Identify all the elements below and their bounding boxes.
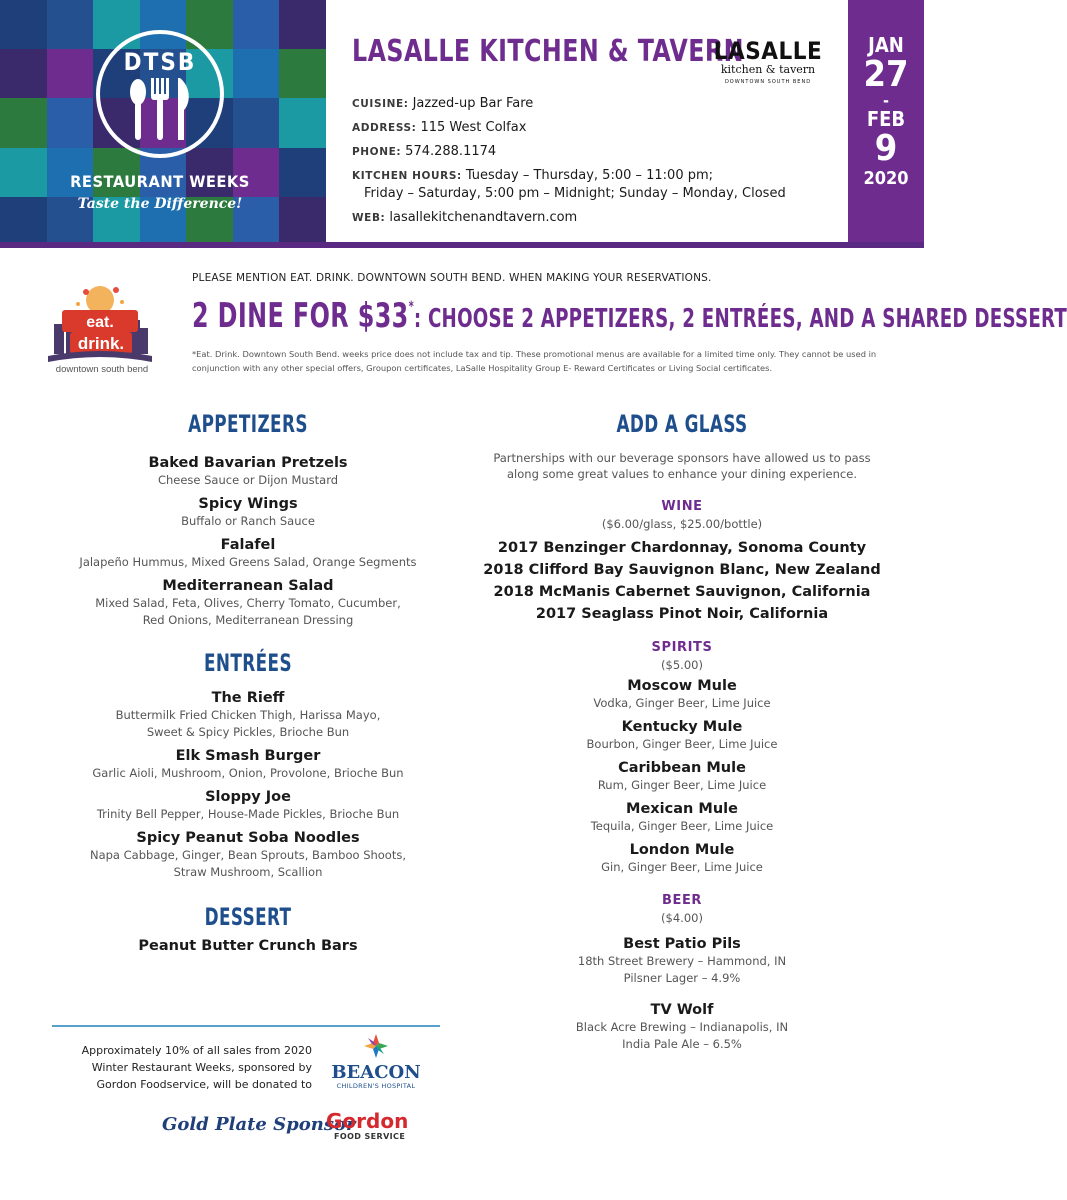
spirit-name: London Mule [629,842,735,858]
spirit-name: Moscow Mule [627,678,737,694]
appetizer-desc: Jalapeño Hummus, Mixed Greens Salad, Orange Segments [79,555,417,569]
wine-item: 2017 Seaglass Pinot Noir, California [535,606,829,622]
spirit-desc: Gin, Ginger Beer, Lime Juice [601,860,763,874]
entree-name: Sloppy Joe [205,789,291,805]
wine-price: ($6.00/glass, $25.00/bottle) [601,517,763,531]
spirit-item [470,677,894,712]
hours-label: KITCHEN HOURS: [352,170,462,182]
appetizer-desc-2: Red Onions, Mediterranean Dressing [142,613,354,627]
header [0,0,924,246]
restaurant-details [352,92,842,230]
spirit-desc: Tequila, Ginger Beer, Lime Juice [590,819,774,833]
phone-label: PHONE: [352,146,402,158]
eat-drink-logo-line1: eat. [86,314,114,331]
spirits-price: ($5.00) [661,658,703,672]
spirit-name: Mexican Mule [626,801,738,817]
wine-heading: WINE [661,499,703,514]
dessert-item: Peanut Butter Crunch Bars [138,938,358,954]
appetizer-name: Falafel [220,537,276,553]
date-dash: - [883,91,889,110]
cuisine-value: Jazzed-up Bar Fare [412,96,534,111]
spirits-heading: SPIRITS [651,640,713,655]
mosaic-tile [0,49,47,98]
beacon-logo [330,1034,422,1094]
reservation-note: PLEASE MENTION EAT. DRINK. DOWNTOWN SOUTH BEND. WHEN MAKING YOUR RESERVATIONS. [192,272,712,284]
mosaic-tile [47,98,94,147]
mosaic-tile [0,0,47,49]
year: 2020 [863,168,909,189]
donation-note [60,1042,312,1093]
appetizer-name: Mediterranean Salad [162,578,334,594]
appetizer-desc: Mixed Salad, Feta, Olives, Cherry Tomato, Cucumber, [95,596,401,610]
glass-intro-2: along some great values to enhance your dining experience. [507,467,857,481]
hours-line1: Tuesday – Thursday, 5:00 – 11:00 pm; [465,168,714,183]
fork-knife-spoon-icon [120,78,200,142]
mosaic-tile [279,0,326,49]
beer-item [470,935,894,987]
mosaic-tile [0,197,47,246]
promo-headline-star: * [408,299,414,315]
eat-drink-logo-caption: downtown south bend [55,364,149,375]
beer-heading: BEER [661,893,703,908]
beer-price: ($4.00) [661,911,703,925]
logo-word: LASALLE [713,37,823,65]
entree-desc: Napa Cabbage, Ginger, Bean Sprouts, Bamboo Shoots, [89,848,407,862]
footer-divider [52,1025,440,1027]
phone-value: 574.288.1174 [405,144,497,159]
entrees-heading: ENTRÉES [204,649,292,677]
cuisine-row [352,92,842,116]
entree-name: Elk Smash Burger [175,748,321,764]
entree-desc-2: Sweet & Spicy Pickles, Brioche Bun [146,725,350,739]
gordon-word: Gordon [326,1109,409,1133]
web-row [352,206,842,230]
start-month: JAN [868,33,904,57]
mosaic-tile [279,148,326,197]
entree-name: Spicy Peanut Soba Noodles [136,830,360,846]
entree-item [48,788,448,823]
beer-desc: Black Acre Brewing – Indianapolis, IN [575,1020,789,1034]
spirit-name: Caribbean Mule [618,760,746,776]
promo-headline [192,296,1067,336]
appetizer-desc: Buffalo or Ranch Sauce [181,514,315,528]
badge-tagline: Taste the Difference! [77,196,243,212]
entree-name: The Rieff [211,690,285,706]
spirit-item [470,759,894,794]
donation-line1: Approximately 10% of all sales from 2020 [81,1044,312,1057]
donation-line2: Winter Restaurant Weeks, sponsored by [91,1061,312,1074]
beer-desc-2: Pilsner Lager – 4.9% [623,971,741,985]
web-label: WEB: [352,212,386,224]
address-row [352,116,842,140]
badge-title: DTSB [123,48,197,76]
drinks-menu-column [470,410,894,1059]
gold-plate-sponsor: Gold Plate Sponsor [162,1114,356,1135]
promo-fine-print: *Eat. Drink. Downtown South Bend. weeks price does not include tax and tip. These promotional menus are available for a limited time only. They cannot be used in conjunction with any other special offers, Groupon certificates, LaSalle Hospitality Group E- Reward Certificates or Living Social certificates. [192,349,877,373]
add-a-glass-heading: ADD A GLASS [616,410,748,438]
mosaic-tile [279,49,326,98]
entree-item [48,689,448,741]
hours-row [352,167,842,185]
glass-intro: Partnerships with our beverage sponsors have allowed us to pass [493,451,871,465]
promo-headline-rest: : CHOOSE 2 APPETIZERS, 2 ENTRÉES, AND A SHARED DESSERT [413,304,1067,334]
mosaic-tile [233,98,280,147]
beacon-sub: CHILDREN'S HOSPITAL [336,1082,416,1090]
spirit-item [470,800,894,835]
gordon-sub: FOOD SERVICE [334,1132,406,1141]
beer-desc-2: India Pale Ale – 6.5% [622,1037,742,1051]
mosaic-tile [279,197,326,246]
beer-name: Best Patio Pils [623,936,741,952]
entree-item [48,829,448,881]
donation-line3: Gordon Foodservice, will be donated to [96,1078,312,1091]
promo-headline-main: 2 DINE FOR $33 [192,296,409,336]
mosaic-tile [279,98,326,147]
entree-desc: Garlic Aioli, Mushroom, Onion, Provolone, Brioche Bun [92,766,404,780]
web-link[interactable]: lasallekitchenandtavern.com [389,210,578,225]
entree-item [48,747,448,782]
wine-item: 2018 Clifford Bay Sauvignon Blanc, New Zealand [483,562,881,578]
hours-row-2 [352,185,842,203]
appetizer-name: Baked Bavarian Pretzels [148,455,348,471]
badge-name: RESTAURANT WEEKS [70,172,250,191]
appetizer-item [48,577,448,629]
eat-drink-skyline-icon [40,282,160,374]
end-month: FEB [866,107,906,131]
beacon-star-icon [364,1034,388,1058]
appetizer-desc: Cheese Sauce or Dijon Mustard [157,473,339,487]
date-range [848,0,924,246]
dessert-heading: DESSERT [204,903,292,931]
entree-desc: Buttermilk Fried Chicken Thigh, Harissa Mayo, [115,708,381,722]
beer-item [470,1001,894,1053]
cuisine-label: CUISINE: [352,98,409,110]
lasalle-logo [712,38,824,100]
end-day: 9 [874,128,898,169]
gordon-logo [326,1110,426,1141]
spirit-name: Kentucky Mule [621,719,743,735]
appetizers-heading: APPETIZERS [188,410,308,438]
appetizer-item [48,495,448,530]
start-day: 27 [863,54,909,95]
eat-drink-logo-line2: drink. [77,334,125,353]
appetizer-item [48,536,448,571]
mosaic-tile [233,0,280,49]
address-label: ADDRESS: [352,122,417,134]
restaurant-info-panel [326,0,848,246]
beacon-word: BEACON [331,1062,421,1083]
logo-sub: kitchen & tavern [720,63,816,76]
header-divider [0,242,924,248]
address-value: 115 West Colfax [420,120,527,135]
restaurant-name: LASALLE KITCHEN & TAVERN [352,34,744,69]
mosaic-tile [0,98,47,147]
wine-item: 2017 Benzinger Chardonnay, Sonoma County [497,540,867,556]
dtsb-badge [96,30,224,158]
spirit-item [470,841,894,876]
beer-desc: 18th Street Brewery – Hammond, IN [577,954,787,968]
eat-drink-logo [40,282,160,374]
hours-line2: Friday – Saturday, 5:00 pm – Midnight; Sunday – Monday, Closed [364,186,786,201]
entree-desc-2: Straw Mushroom, Scallion [173,865,323,879]
mosaic-tile [233,49,280,98]
logo-tiny: DOWNTOWN SOUTH BEND [724,79,812,85]
spirit-desc: Rum, Ginger Beer, Lime Juice [597,778,767,792]
mosaic-tile [0,148,47,197]
mosaic-tile [47,49,94,98]
spirit-desc: Vodka, Ginger Beer, Lime Juice [593,696,771,710]
appetizer-name: Spicy Wings [198,496,298,512]
phone-row [352,140,842,164]
beer-name: TV Wolf [650,1002,714,1018]
entree-desc: Trinity Bell Pepper, House-Made Pickles, Brioche Bun [96,807,400,821]
spirit-desc: Bourbon, Ginger Beer, Lime Juice [586,737,778,751]
spirit-item [470,718,894,753]
wine-item: 2018 McManis Cabernet Sauvignon, California [493,584,871,600]
mosaic-tile [47,0,94,49]
appetizer-item [48,454,448,489]
food-menu-column [48,410,448,955]
